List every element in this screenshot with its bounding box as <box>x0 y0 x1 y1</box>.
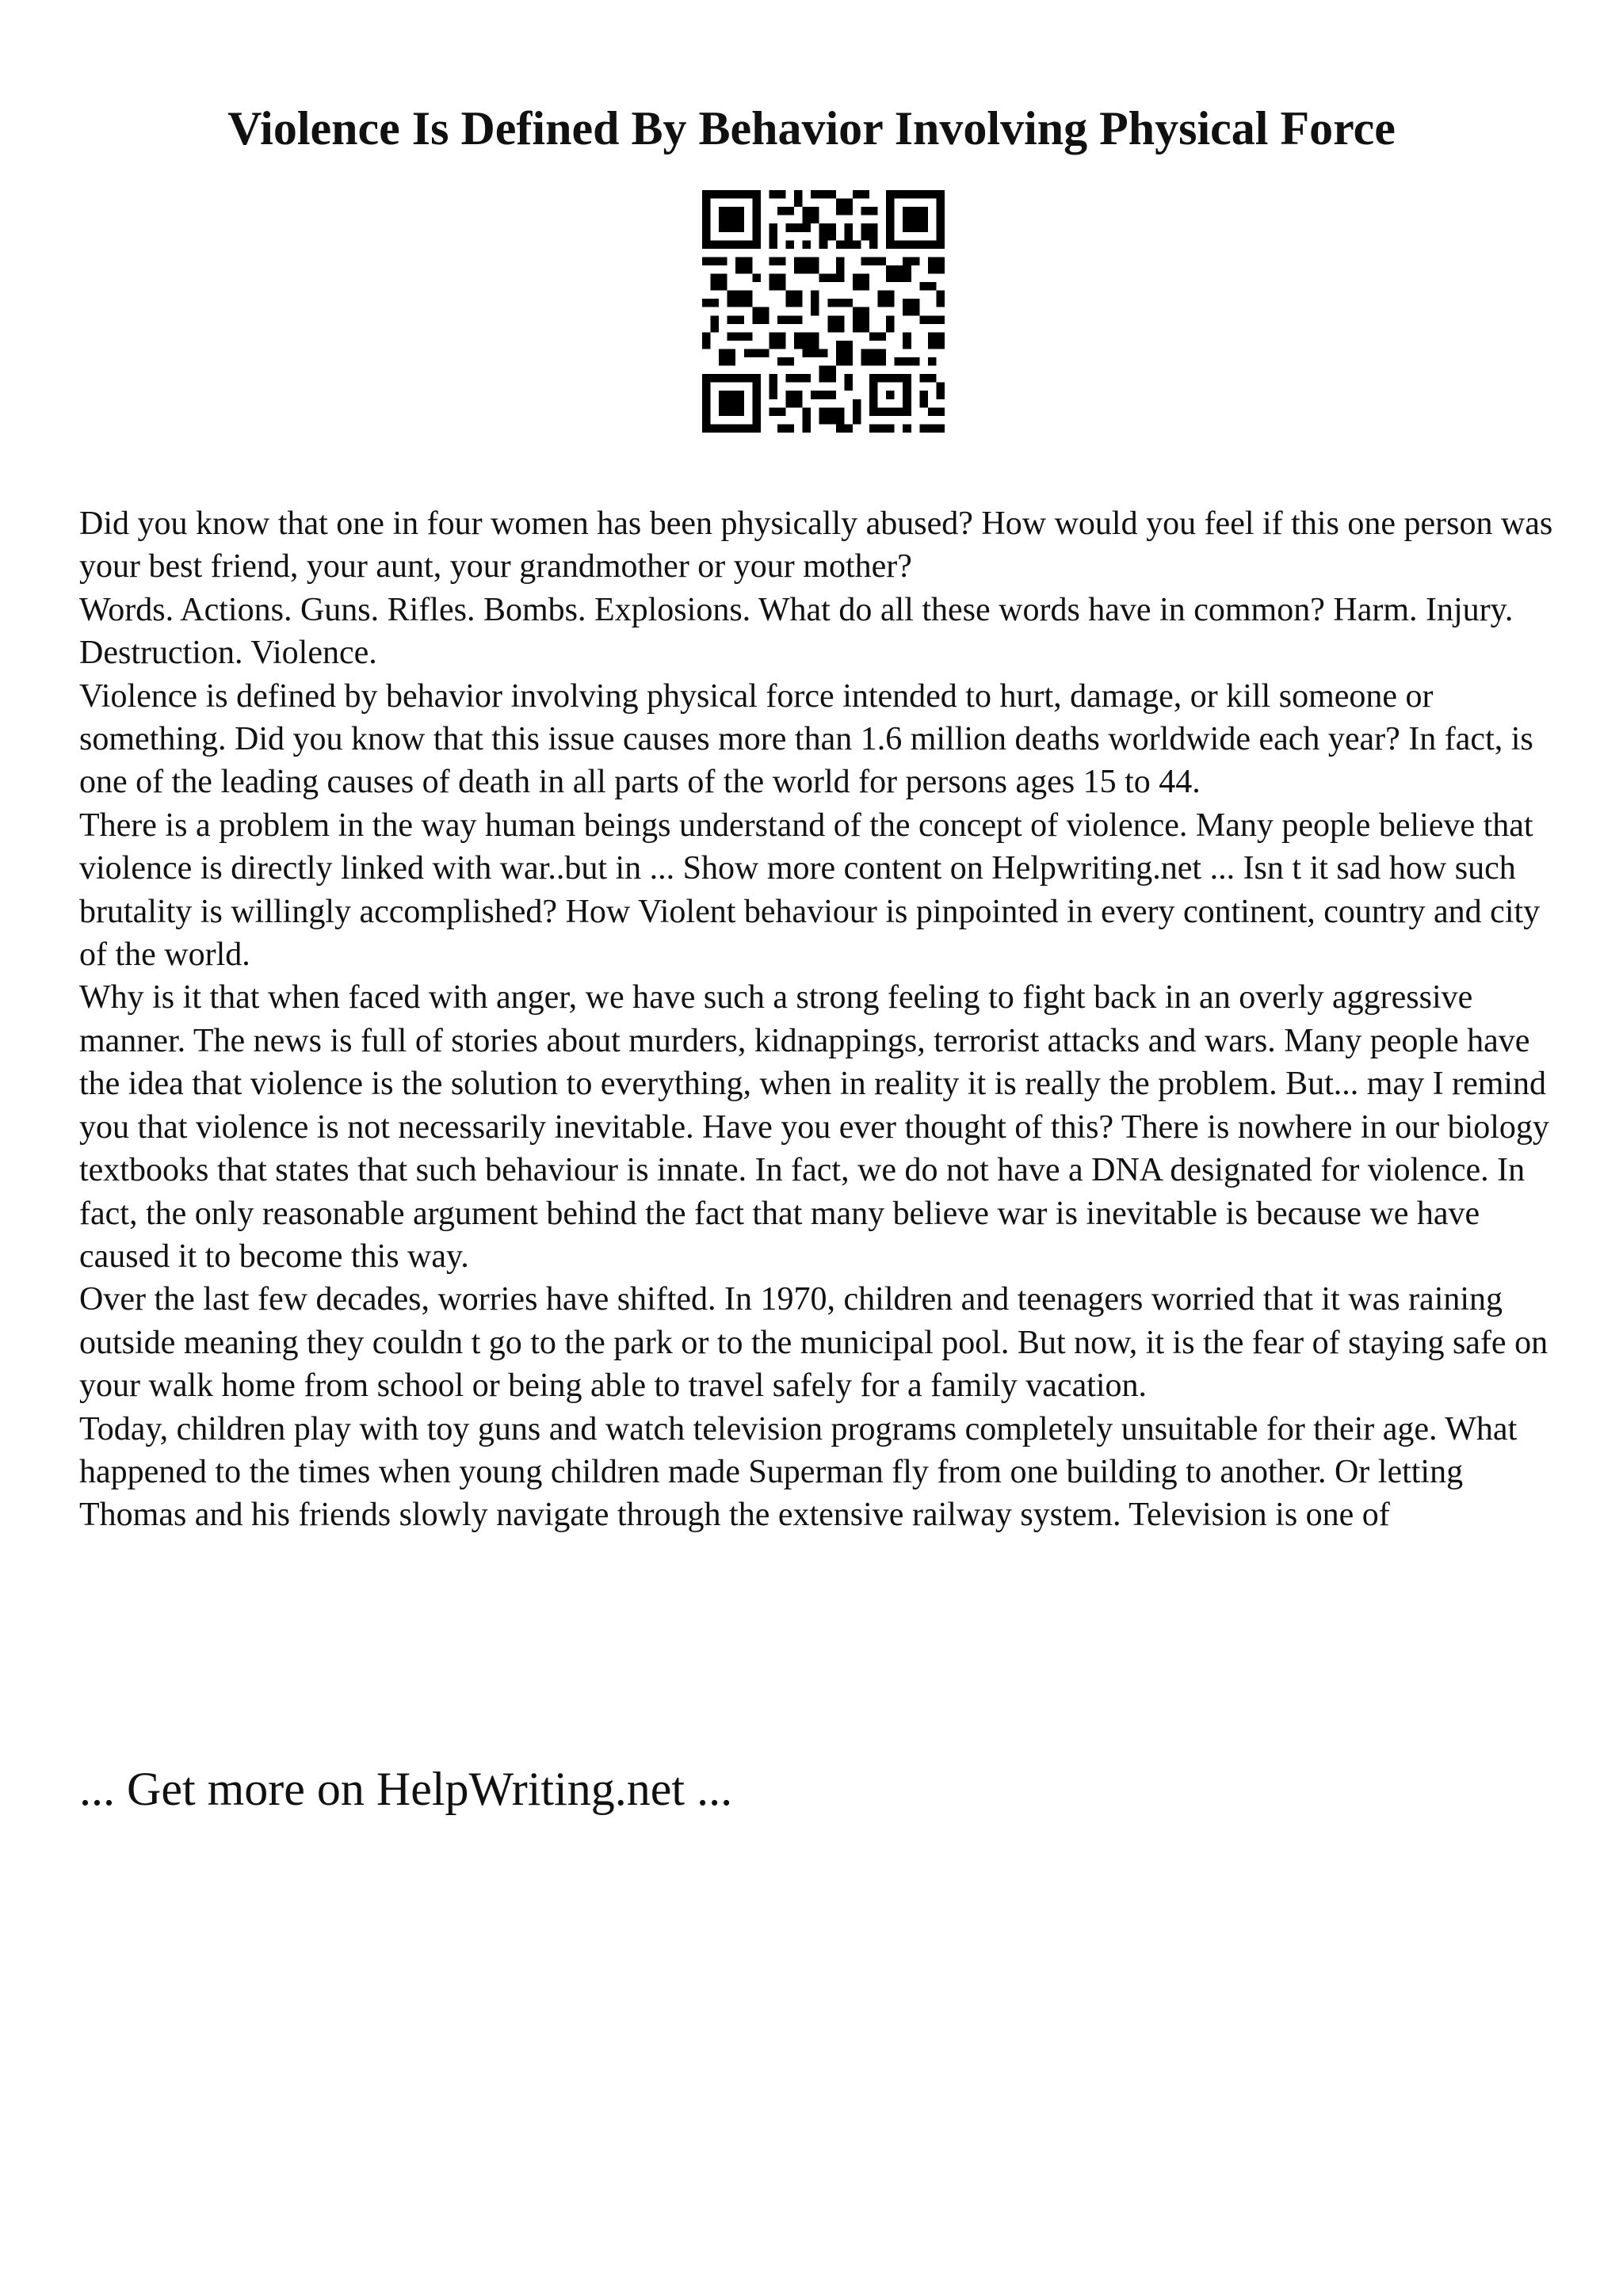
paragraph: Today, children play with toy guns and watch television programs completely unsuitable for their age. What happened to the times when young children made Superman fly from one building to another. Or letting Thomas and his friends slowly navigate through the extensive railway system. Television is one of <box>79 1410 1518 1534</box>
qr-code-icon <box>702 190 945 433</box>
article-body <box>79 502 1553 1537</box>
paragraph: Over the last few decades, worries have shifted. In 1970, children and teenagers worried that it was raining outside meaning they couldn t go to the park or to the municipal pool. But now, it is the fear of staying safe on your walk home from school or being able to travel safely for a family vacation. <box>79 1281 1549 1405</box>
document-title: Violence Is Defined By Behavior Involving Physical Force <box>227 102 1396 154</box>
paragraph: Violence is defined by behavior involving physical force intended to hurt, damage, or kill someone or something. Did you know that this issue causes more than 1.6 million deaths worldwide each year? In fact, is one of the leading causes of death in all parts of the world for persons ages 15 to 44. <box>79 677 1533 801</box>
paragraph: Why is it that when faced with anger, we have such a strong feeling to fight back in an overly aggressive manner. The news is full of stories about murders, kidnappings, terrorist attacks and wars. Many people have the idea that violence is the solution to everything, when in reality it is really the problem. But... may I remind you that violence is not necessarily inevitable. Have you ever thought of this? There is nowhere in our biology textbooks that states that such behaviour is innate. In fact, we do not have a DNA designated for violence. In fact, the only reasonable argument behind the fact that many believe war is inevitable is because we have caused it to become this way. <box>79 979 1549 1275</box>
paragraph: Words. Actions. Guns. Rifles. Bombs. Explosions. What do all these words have in common? Harm. Injury. Destruction. Violence. <box>79 591 1514 672</box>
get-more-link[interactable]: ... Get more on HelpWriting.net ... <box>79 1763 733 1815</box>
paragraph: There is a problem in the way human beings understand of the concept of violence. Many people believe that violence is directly linked with war..but in ... Show more content on Helpwriting.net ... Isn t it sad how such brutality is willingly accomplished? How Violent behaviour is pinpointed in every continent, country and city of the world. <box>79 807 1541 974</box>
paragraph: Did you know that one in four women has been physically abused? How would you feel if this one person was your best friend, your aunt, your grandmother or your mother? <box>79 505 1553 585</box>
